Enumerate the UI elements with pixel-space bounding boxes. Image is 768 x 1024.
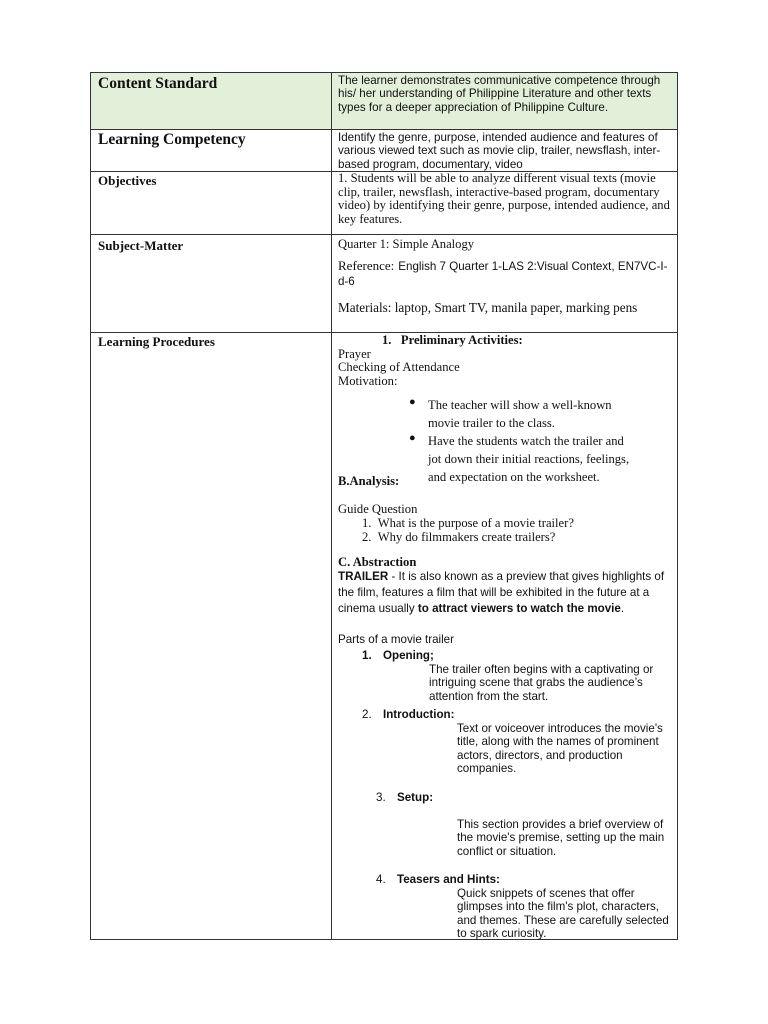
part-4-title: Teasers and Hints: <box>397 873 500 886</box>
motivation-bullet-text: Have the students watch the trailer and jot down their initial reactions, feelings, and expectation on the worksheet. <box>428 434 630 484</box>
subject-matter-label: Subject-Matter <box>98 238 184 253</box>
reference-label: Reference: <box>338 258 395 273</box>
content-standard-label-cell <box>91 73 332 129</box>
subject-matter-label-cell <box>91 235 332 332</box>
subject-matter-reference <box>338 259 671 289</box>
guide-question-1: 1. What is the purpose of a movie trailer? <box>362 516 574 530</box>
part-1-desc: The trailer often begins with a captivating or intriguing scene that grabs the audience’s attention from the start. <box>429 663 654 703</box>
objectives-label-cell <box>91 172 332 234</box>
row-content-standard <box>90 72 678 130</box>
analysis-heading: B.Analysis: <box>338 474 400 488</box>
row-subject-matter <box>90 235 678 333</box>
part-4-num: 4. <box>376 873 386 886</box>
part-1-num: 1. <box>362 649 372 662</box>
learning-competency-label: Learning Competency <box>98 131 246 148</box>
subject-matter-topic: Quarter 1: Simple Analogy <box>338 237 475 251</box>
objectives-text: 1. Students will be able to analyze different visual texts (movie clip, trailer, newsflash, interactive-based program, documentary video) by identifying their genre, purpose, intended audience, and key features. <box>338 171 670 226</box>
objectives-label: Objectives <box>98 173 157 188</box>
reference-text: English 7 Quarter 1-LAS 2:Visual Context, EN7VC-I-d-6 <box>338 260 668 288</box>
trailer-end: . <box>620 602 625 615</box>
learning-competency-text: Identify the genre, purpose, intended audience and features of various viewed text such as movie clip, trailer, newsflash, inter-based program, documentary, video <box>338 131 661 171</box>
content-standard-value-cell <box>332 73 677 129</box>
learning-competency-value-cell <box>332 130 677 171</box>
bullet-dot-icon: ● <box>409 396 416 408</box>
guide-question-2: 2. Why do filmmakers create trailers? <box>362 530 556 544</box>
learning-procedures-label-cell <box>91 333 332 939</box>
preliminary-activities-heading: 1. Preliminary Activities: <box>382 333 523 347</box>
prayer-text: Prayer <box>338 347 371 361</box>
parts-label: Parts of a movie trailer <box>338 633 454 646</box>
objectives-value-cell <box>332 172 677 234</box>
motivation-bullet-text: The teacher will show a well-known movie trailer to the class. <box>428 398 612 430</box>
subject-matter-materials: Materials: laptop, Smart TV, manila paper, marking pens <box>338 300 638 315</box>
learning-procedures-label: Learning Procedures <box>98 334 215 349</box>
bullet-dot-icon: ● <box>409 432 416 444</box>
trailer-emphasis: to attract viewers to watch the movie <box>417 602 621 615</box>
row-learning-competency <box>90 130 678 172</box>
attendance-text: Checking of Attendance <box>338 360 460 374</box>
learning-procedures-value-cell <box>332 333 677 939</box>
learning-competency-label-cell <box>91 130 332 171</box>
content-standard-text: The learner demonstrates communicative competence through his/ her understanding of Philippine Literature and other texts types for a deeper appreciation of Philippine Culture. <box>338 74 661 114</box>
lesson-plan-table <box>90 72 678 940</box>
content-standard-label: Content Standard <box>98 75 218 92</box>
part-2-num: 2. <box>362 708 372 721</box>
abstraction-heading: C. Abstraction <box>338 555 417 569</box>
part-2-title: Introduction: <box>383 708 455 721</box>
motivation-bullet-item <box>372 396 632 432</box>
part-3-num: 3. <box>376 791 386 804</box>
motivation-bullet-list <box>372 396 632 486</box>
part-3-title: Setup: <box>397 791 434 804</box>
subject-matter-value-cell <box>332 235 677 332</box>
guide-question-label: Guide Question <box>338 502 418 516</box>
part-1-title: Opening; <box>383 649 434 662</box>
motivation-text: Motivation: <box>338 374 398 388</box>
part-4-desc: Quick snippets of scenes that offer glimpses into the film's plot, characters, and themes. These are carefully selected to spark curiosity. <box>457 887 669 940</box>
row-objectives <box>90 172 678 235</box>
motivation-bullet-item <box>372 432 632 486</box>
trailer-definition-text: - It is also known as a preview that gives highlights of the film, features a film that will be exhibited in the future at a cinema usually <box>338 570 665 615</box>
row-learning-procedures <box>90 333 678 940</box>
part-2-desc: Text or voiceover introduces the movie's title, along with the names of prominent actors, directors, and production companies. <box>457 722 663 775</box>
trailer-definition <box>338 569 673 617</box>
trailer-term: TRAILER <box>338 570 389 583</box>
part-3-desc: This section provides a brief overview of the movie's premise, setting up the main conflict or situation. <box>457 818 665 858</box>
